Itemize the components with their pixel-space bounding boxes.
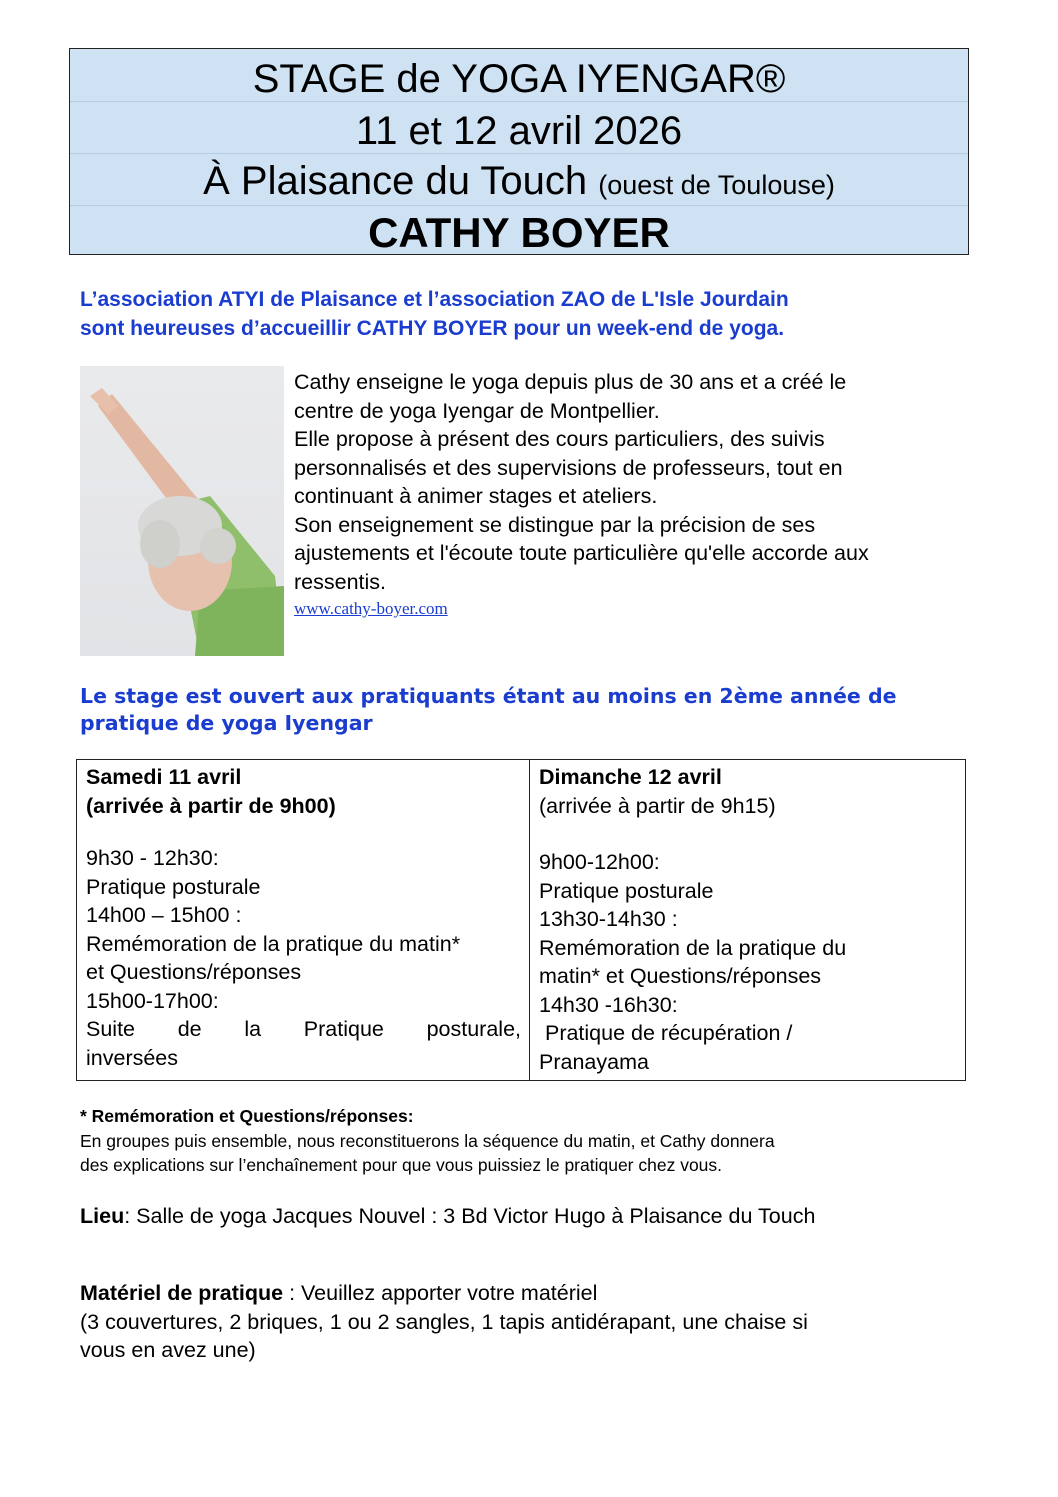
bio-line: centre de yoga Iyengar de Montpellier. (294, 398, 660, 423)
schedule-line: 14h30 -16h30: (539, 992, 678, 1017)
bio-line: ressentis. (294, 569, 387, 594)
footnote-line: des explications sur l’enchaînement pour que vous puissiez le pratiquer chez vous. (80, 1155, 723, 1175)
schedule-line: Pranayama (539, 1049, 649, 1074)
sunday-arrival: (arrivée à partir de 9h15) (539, 793, 776, 818)
place-name: À Plaisance du Touch (203, 159, 588, 203)
word: Suite (86, 1017, 136, 1041)
material-info (80, 1279, 980, 1365)
venue-text: : Salle de yoga Jacques Nouvel : 3 Bd Victor Hugo à Plaisance du Touch (124, 1204, 816, 1228)
material-line: (3 couvertures, 2 briques, 1 ou 2 sangles, 1 tapis antidérapant, une chaise si (80, 1309, 808, 1334)
intro-text (80, 285, 960, 343)
event-place (70, 157, 968, 209)
teacher-bio (294, 368, 974, 620)
sunday-day: Dimanche 12 avril (539, 765, 722, 789)
schedule-line: Pratique posturale (539, 878, 714, 903)
schedule-line: et Questions/réponses (86, 960, 302, 984)
material-line: vous en avez une) (80, 1338, 256, 1362)
place-note: (ouest de Toulouse) (598, 170, 835, 200)
schedule-line-justified (86, 1015, 521, 1044)
material-text: : Veuillez apporter votre matériel (283, 1281, 598, 1305)
bio-line: ajustements et l'écoute toute particulière qu'elle accorde aux (294, 541, 869, 565)
sunday-cell (530, 760, 966, 1081)
event-title: STAGE de YOGA IYENGAR® (252, 57, 786, 101)
schedule-line: Pratique posturale (86, 874, 261, 899)
footnote-line: En groupes puis ensemble, nous reconstituerons la séquence du matin, et Cathy donnera (80, 1130, 775, 1151)
footnote (80, 1104, 980, 1178)
intro-line: L’association ATYI de Plaisance et l’association ZAO de L'Isle Jourdain (80, 288, 789, 311)
venue-label: Lieu (80, 1204, 125, 1228)
schedule-line: Remémoration de la pratique du (539, 935, 847, 960)
schedule-line: 15h00-17h00: (86, 988, 219, 1013)
bio-line: personnalisés et des supervisions de professeurs, tout en (294, 455, 843, 480)
schedule-line: Pratique de récupération / (539, 1021, 793, 1045)
venue-info (80, 1202, 980, 1231)
bio-line: Elle propose à présent des cours particuliers, des suivis (294, 427, 825, 451)
event-dates: 11 et 12 avril 2026 (355, 109, 683, 153)
schedule-line: 9h00-12h00: (539, 850, 660, 874)
footnote-title: * Remémoration et Questions/réponses: (80, 1106, 414, 1126)
bio-line: continuant à animer stages et ateliers. (294, 484, 658, 508)
word: la (244, 1017, 262, 1041)
eligibility-line: Le stage est ouvert aux pratiquants étant au moins en 2ème année de (80, 684, 897, 708)
bio-line: Son enseignement se distingue par la précision de ses (294, 512, 816, 537)
teacher-photo (80, 366, 284, 656)
schedule-line: inversées (86, 1045, 179, 1070)
schedule-line: 14h00 – 15h00 : (86, 903, 242, 927)
schedule-line: 13h30-14h30 : (539, 907, 678, 931)
word: posturale, (426, 1017, 521, 1041)
header-banner (69, 48, 969, 255)
eligibility-line: pratique de yoga Iyengar (80, 711, 373, 735)
website-link[interactable]: www.cathy-boyer.com (294, 599, 448, 618)
schedule-table (76, 759, 966, 1081)
saturday-arrival: (arrivée à partir de 9h00) (86, 793, 336, 818)
teacher-name: CATHY BOYER (368, 209, 670, 256)
saturday-day: Samedi 11 avril (86, 765, 242, 789)
schedule-line: matin* et Questions/réponses (539, 964, 822, 988)
schedule-line: 9h30 - 12h30: (86, 846, 219, 870)
intro-line: sont heureuses d’accueillir CATHY BOYER pour un week-end de yoga. (80, 317, 785, 340)
schedule-line: Remémoration de la pratique du matin* (86, 931, 461, 956)
material-label: Matériel de pratique (80, 1281, 284, 1305)
word: Pratique (303, 1017, 384, 1041)
word: de (177, 1017, 202, 1041)
bio-line: Cathy enseigne le yoga depuis plus de 30 ans et a créé le (294, 370, 847, 394)
saturday-cell (77, 760, 530, 1081)
eligibility-notice (80, 683, 960, 737)
